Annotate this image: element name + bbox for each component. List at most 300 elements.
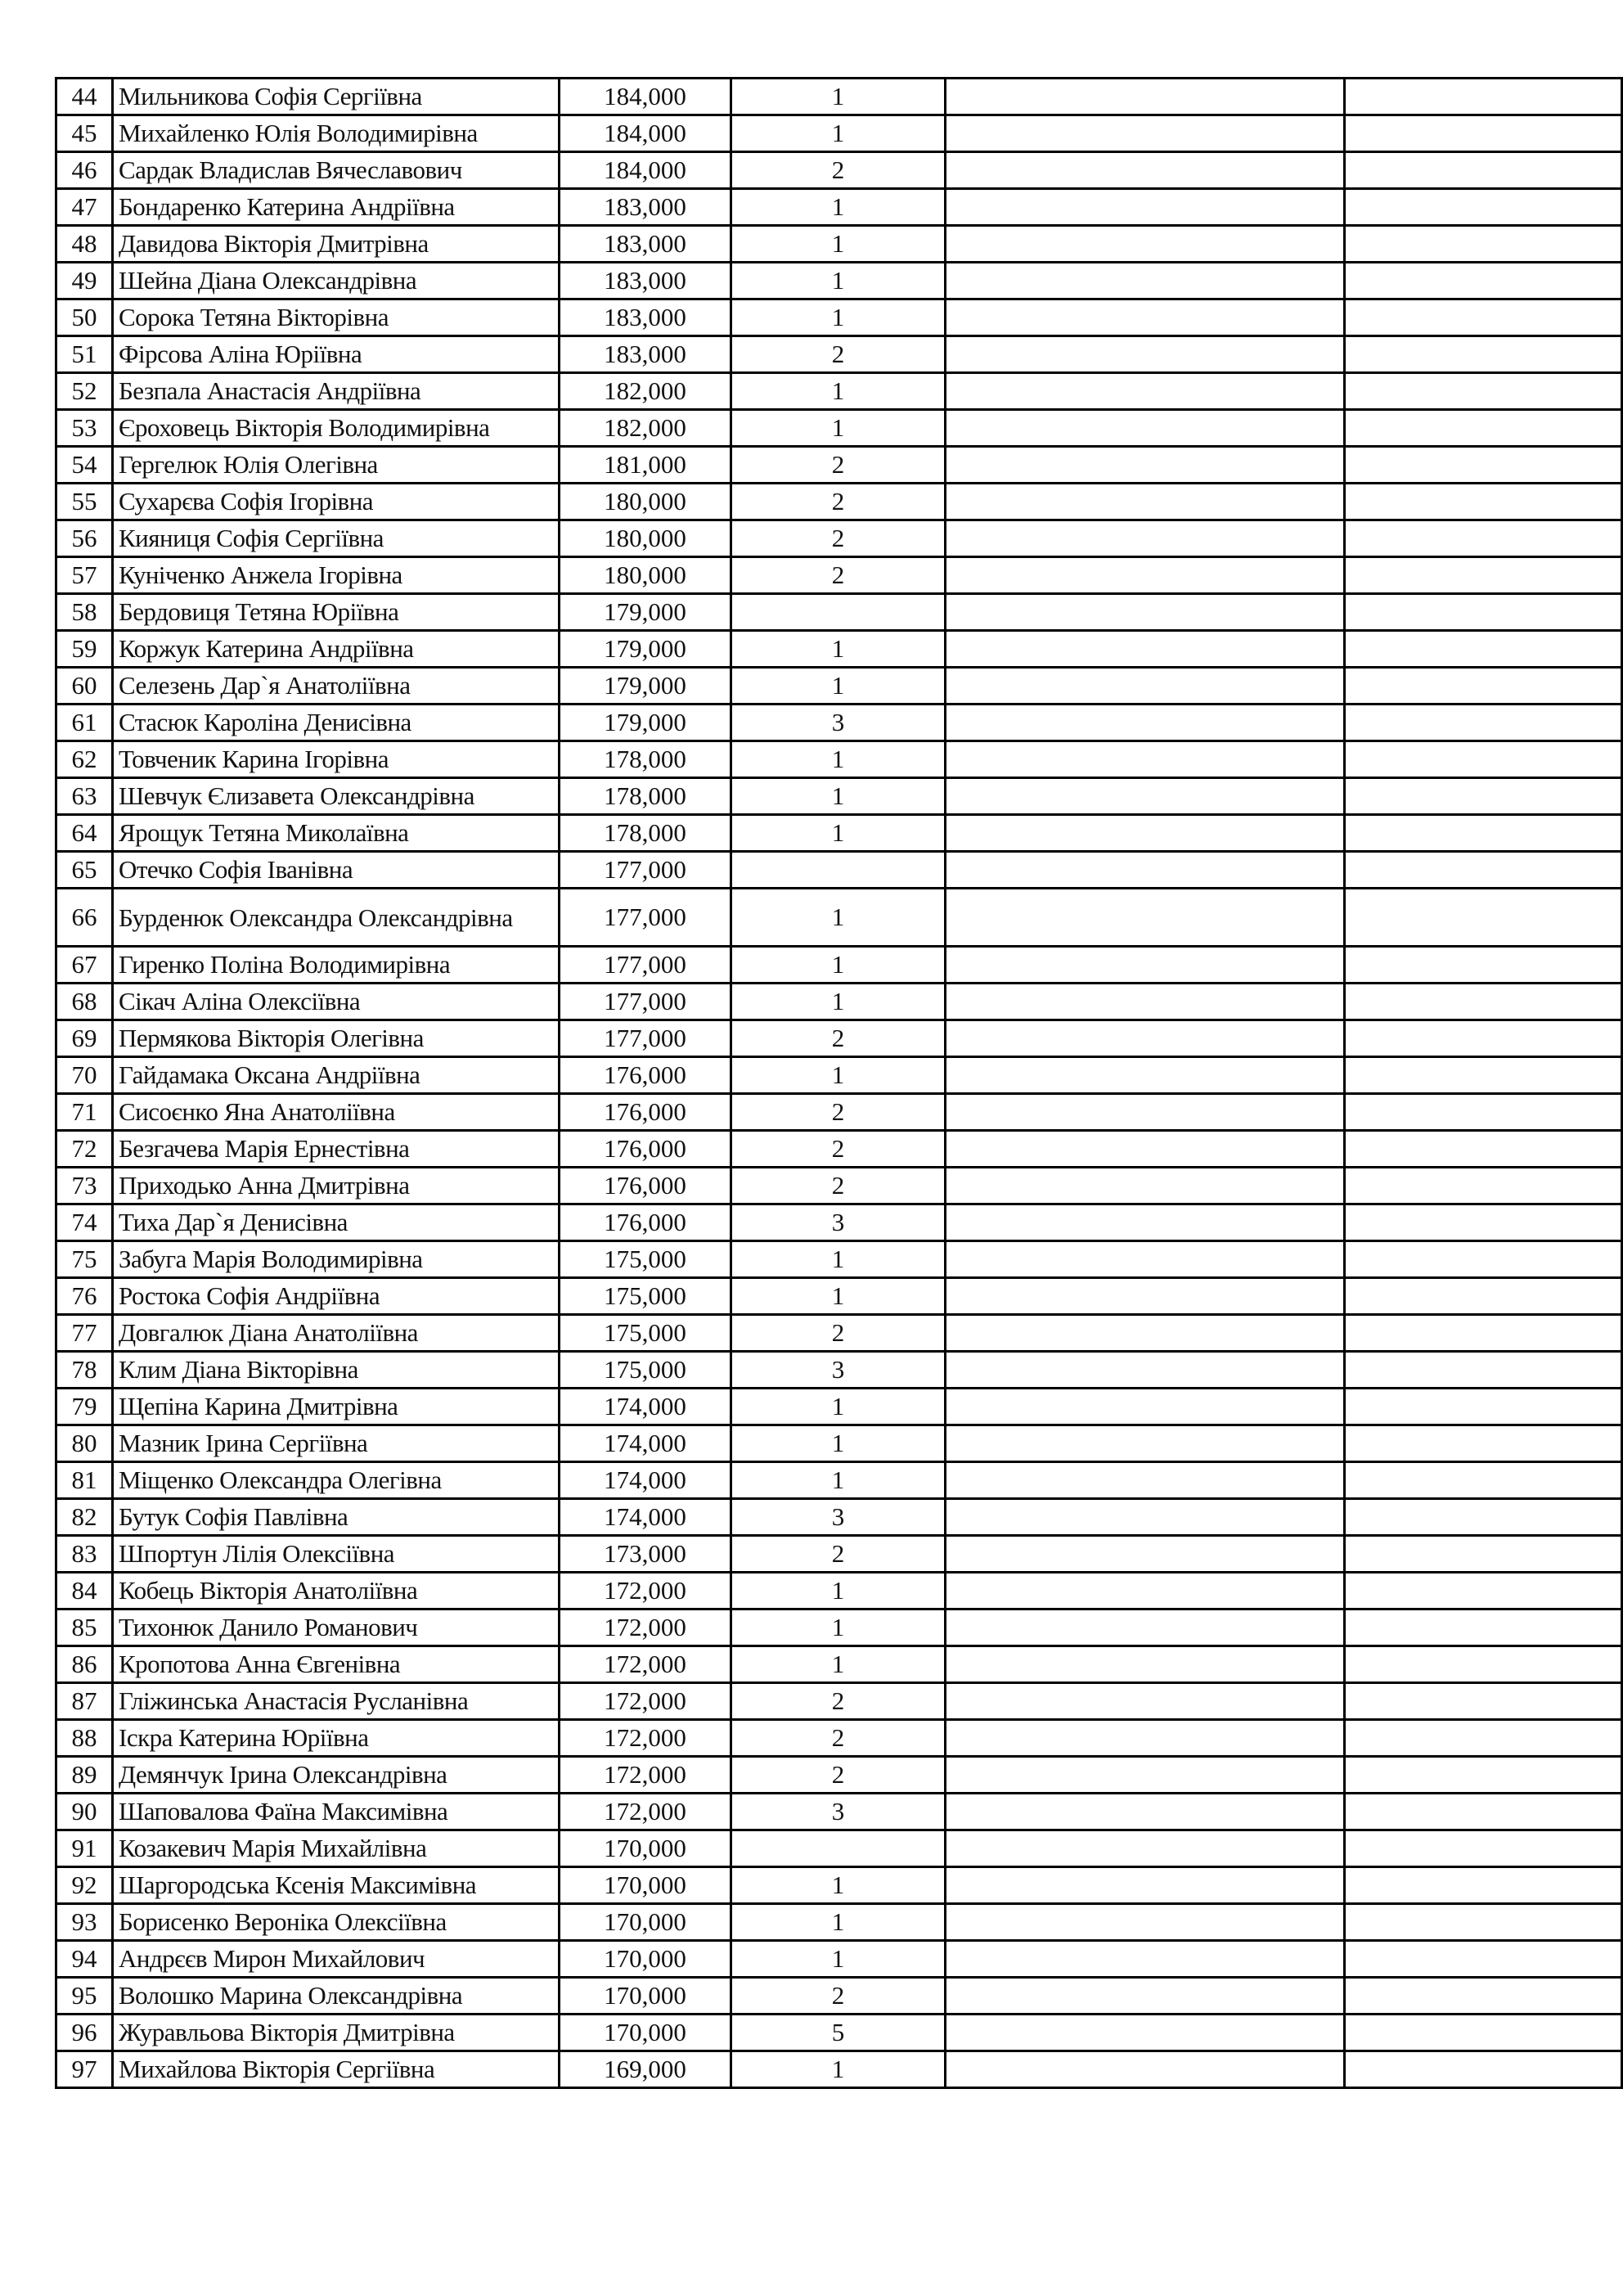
blank-cell-5 bbox=[946, 115, 1345, 152]
full-name-cell: Тихонюк Данило Романович bbox=[113, 1609, 560, 1646]
row-number-cell: 69 bbox=[56, 1020, 113, 1057]
table-row bbox=[56, 1830, 1622, 1867]
full-name-cell: Ярощук Тетяна Миколаївна bbox=[113, 815, 560, 852]
blank-cell-5 bbox=[946, 815, 1345, 852]
priority-cell bbox=[731, 594, 946, 631]
row-number-cell: 61 bbox=[56, 705, 113, 741]
blank-cell-5 bbox=[946, 79, 1345, 115]
table-row bbox=[56, 115, 1622, 152]
table-row bbox=[56, 447, 1622, 484]
blank-cell-5 bbox=[946, 778, 1345, 815]
priority-cell: 2 bbox=[731, 336, 946, 373]
full-name-cell: Михайлова Вікторія Сергіївна bbox=[113, 2051, 560, 2088]
score-cell: 179,000 bbox=[560, 705, 731, 741]
blank-cell-6 bbox=[1345, 1941, 1622, 1978]
row-number-cell: 97 bbox=[56, 2051, 113, 2088]
table-row bbox=[56, 1462, 1622, 1499]
priority-cell: 1 bbox=[731, 984, 946, 1020]
score-cell: 177,000 bbox=[560, 889, 731, 947]
table-row bbox=[56, 1057, 1622, 1094]
blank-cell-5 bbox=[946, 1646, 1345, 1683]
full-name-cell: Мазник Ірина Сергіївна bbox=[113, 1425, 560, 1462]
blank-cell-5 bbox=[946, 1904, 1345, 1941]
row-number-cell: 53 bbox=[56, 410, 113, 447]
priority-cell: 1 bbox=[731, 947, 946, 984]
blank-cell-5 bbox=[946, 226, 1345, 263]
blank-cell-6 bbox=[1345, 1720, 1622, 1757]
table-row bbox=[56, 1020, 1622, 1057]
full-name-cell: Селезень Дар`я Анатоліївна bbox=[113, 668, 560, 705]
full-name-cell: Приходько Анна Дмитрівна bbox=[113, 1168, 560, 1204]
priority-cell: 2 bbox=[731, 557, 946, 594]
full-name-cell: Гиренко Поліна Володимирівна bbox=[113, 947, 560, 984]
full-name-cell: Кияниця Софія Сергіївна bbox=[113, 520, 560, 557]
priority-cell: 2 bbox=[731, 1683, 946, 1720]
priority-cell: 1 bbox=[731, 889, 946, 947]
score-cell: 180,000 bbox=[560, 557, 731, 594]
score-cell: 170,000 bbox=[560, 1904, 731, 1941]
blank-cell-6 bbox=[1345, 1020, 1622, 1057]
priority-cell: 2 bbox=[731, 1720, 946, 1757]
blank-cell-6 bbox=[1345, 520, 1622, 557]
full-name-cell: Давидова Вікторія Дмитрівна bbox=[113, 226, 560, 263]
row-number-cell: 92 bbox=[56, 1867, 113, 1904]
blank-cell-6 bbox=[1345, 1499, 1622, 1536]
blank-cell-5 bbox=[946, 1241, 1345, 1278]
score-cell: 174,000 bbox=[560, 1499, 731, 1536]
priority-cell: 2 bbox=[731, 484, 946, 520]
full-name-cell: Сисоєнко Яна Анатоліївна bbox=[113, 1094, 560, 1131]
score-cell: 183,000 bbox=[560, 336, 731, 373]
table-row bbox=[56, 1609, 1622, 1646]
blank-cell-5 bbox=[946, 299, 1345, 336]
row-number-cell: 70 bbox=[56, 1057, 113, 1094]
score-cell: 177,000 bbox=[560, 852, 731, 889]
table-row bbox=[56, 79, 1622, 115]
table-row bbox=[56, 557, 1622, 594]
blank-cell-5 bbox=[946, 1757, 1345, 1794]
table-row bbox=[56, 1720, 1622, 1757]
score-cell: 177,000 bbox=[560, 1020, 731, 1057]
blank-cell-6 bbox=[1345, 1757, 1622, 1794]
full-name-cell: Сорока Тетяна Вікторівна bbox=[113, 299, 560, 336]
score-cell: 170,000 bbox=[560, 1867, 731, 1904]
blank-cell-6 bbox=[1345, 189, 1622, 226]
table-row bbox=[56, 1094, 1622, 1131]
row-number-cell: 80 bbox=[56, 1425, 113, 1462]
priority-cell: 1 bbox=[731, 815, 946, 852]
blank-cell-6 bbox=[1345, 79, 1622, 115]
row-number-cell: 81 bbox=[56, 1462, 113, 1499]
priority-cell: 1 bbox=[731, 631, 946, 668]
table-row bbox=[56, 299, 1622, 336]
full-name-cell: Отечко Софія Іванівна bbox=[113, 852, 560, 889]
blank-cell-5 bbox=[946, 1131, 1345, 1168]
blank-cell-5 bbox=[946, 1499, 1345, 1536]
score-cell: 179,000 bbox=[560, 631, 731, 668]
full-name-cell: Стасюк Кароліна Денисівна bbox=[113, 705, 560, 741]
score-cell: 175,000 bbox=[560, 1352, 731, 1389]
blank-cell-6 bbox=[1345, 1867, 1622, 1904]
row-number-cell: 83 bbox=[56, 1536, 113, 1573]
blank-cell-6 bbox=[1345, 557, 1622, 594]
full-name-cell: Бондаренко Катерина Андріївна bbox=[113, 189, 560, 226]
row-number-cell: 67 bbox=[56, 947, 113, 984]
blank-cell-5 bbox=[946, 705, 1345, 741]
priority-cell: 1 bbox=[731, 1057, 946, 1094]
ranking-table bbox=[55, 77, 1623, 2089]
full-name-cell: Щепіна Карина Дмитрівна bbox=[113, 1389, 560, 1425]
row-number-cell: 44 bbox=[56, 79, 113, 115]
table-row bbox=[56, 631, 1622, 668]
row-number-cell: 45 bbox=[56, 115, 113, 152]
full-name-cell: Єроховець Вікторія Володимирівна bbox=[113, 410, 560, 447]
blank-cell-5 bbox=[946, 410, 1345, 447]
blank-cell-6 bbox=[1345, 1352, 1622, 1389]
score-cell: 178,000 bbox=[560, 815, 731, 852]
row-number-cell: 68 bbox=[56, 984, 113, 1020]
priority-cell: 3 bbox=[731, 1204, 946, 1241]
blank-cell-6 bbox=[1345, 778, 1622, 815]
blank-cell-5 bbox=[946, 1057, 1345, 1094]
priority-cell: 1 bbox=[731, 1867, 946, 1904]
blank-cell-5 bbox=[946, 741, 1345, 778]
score-cell: 172,000 bbox=[560, 1646, 731, 1683]
blank-cell-6 bbox=[1345, 1057, 1622, 1094]
blank-cell-6 bbox=[1345, 115, 1622, 152]
full-name-cell: Гергелюк Юлія Олегівна bbox=[113, 447, 560, 484]
row-number-cell: 96 bbox=[56, 2015, 113, 2051]
full-name-cell: Мильникова Софія Сергіївна bbox=[113, 79, 560, 115]
blank-cell-5 bbox=[946, 2015, 1345, 2051]
priority-cell: 1 bbox=[731, 2051, 946, 2088]
full-name-cell: Міщенко Олександра Олегівна bbox=[113, 1462, 560, 1499]
score-cell: 176,000 bbox=[560, 1204, 731, 1241]
table-row bbox=[56, 705, 1622, 741]
blank-cell-5 bbox=[946, 1941, 1345, 1978]
blank-cell-5 bbox=[946, 1020, 1345, 1057]
blank-cell-5 bbox=[946, 1462, 1345, 1499]
full-name-cell: Сухарєва Софія Ігорівна bbox=[113, 484, 560, 520]
row-number-cell: 76 bbox=[56, 1278, 113, 1315]
table-row bbox=[56, 520, 1622, 557]
row-number-cell: 90 bbox=[56, 1794, 113, 1830]
full-name-cell: Бурденюк Олександра Олександрівна bbox=[113, 889, 560, 947]
blank-cell-5 bbox=[946, 889, 1345, 947]
row-number-cell: 93 bbox=[56, 1904, 113, 1941]
blank-cell-5 bbox=[946, 1315, 1345, 1352]
row-number-cell: 75 bbox=[56, 1241, 113, 1278]
score-cell: 175,000 bbox=[560, 1315, 731, 1352]
priority-cell: 1 bbox=[731, 1609, 946, 1646]
full-name-cell: Шаповалова Фаїна Максимівна bbox=[113, 1794, 560, 1830]
score-cell: 184,000 bbox=[560, 115, 731, 152]
row-number-cell: 71 bbox=[56, 1094, 113, 1131]
table-row bbox=[56, 373, 1622, 410]
row-number-cell: 63 bbox=[56, 778, 113, 815]
blank-cell-6 bbox=[1345, 1609, 1622, 1646]
priority-cell: 1 bbox=[731, 1425, 946, 1462]
priority-cell: 2 bbox=[731, 1978, 946, 2015]
row-number-cell: 84 bbox=[56, 1573, 113, 1609]
row-number-cell: 88 bbox=[56, 1720, 113, 1757]
priority-cell: 2 bbox=[731, 1757, 946, 1794]
blank-cell-5 bbox=[946, 947, 1345, 984]
full-name-cell: Куніченко Анжела Ігорівна bbox=[113, 557, 560, 594]
score-cell: 178,000 bbox=[560, 741, 731, 778]
blank-cell-5 bbox=[946, 1094, 1345, 1131]
table-row bbox=[56, 1425, 1622, 1462]
priority-cell: 1 bbox=[731, 226, 946, 263]
blank-cell-6 bbox=[1345, 741, 1622, 778]
priority-cell: 1 bbox=[731, 79, 946, 115]
full-name-cell: Шейна Діана Олександрівна bbox=[113, 263, 560, 299]
row-number-cell: 87 bbox=[56, 1683, 113, 1720]
table-row bbox=[56, 1499, 1622, 1536]
table-row bbox=[56, 1573, 1622, 1609]
row-number-cell: 78 bbox=[56, 1352, 113, 1389]
row-number-cell: 77 bbox=[56, 1315, 113, 1352]
priority-cell: 1 bbox=[731, 741, 946, 778]
priority-cell: 1 bbox=[731, 1278, 946, 1315]
table-row bbox=[56, 1757, 1622, 1794]
score-cell: 182,000 bbox=[560, 410, 731, 447]
blank-cell-5 bbox=[946, 984, 1345, 1020]
score-cell: 179,000 bbox=[560, 668, 731, 705]
blank-cell-5 bbox=[946, 1204, 1345, 1241]
score-cell: 177,000 bbox=[560, 947, 731, 984]
table-row bbox=[56, 410, 1622, 447]
blank-cell-6 bbox=[1345, 1830, 1622, 1867]
blank-cell-6 bbox=[1345, 336, 1622, 373]
table-row bbox=[56, 741, 1622, 778]
score-cell: 170,000 bbox=[560, 1941, 731, 1978]
full-name-cell: Безпала Анастасія Андріївна bbox=[113, 373, 560, 410]
blank-cell-6 bbox=[1345, 1278, 1622, 1315]
table-row bbox=[56, 1904, 1622, 1941]
blank-cell-6 bbox=[1345, 1315, 1622, 1352]
table-row bbox=[56, 484, 1622, 520]
priority-cell: 1 bbox=[731, 373, 946, 410]
score-cell: 183,000 bbox=[560, 299, 731, 336]
priority-cell: 1 bbox=[731, 1941, 946, 1978]
priority-cell: 1 bbox=[731, 1389, 946, 1425]
table-row bbox=[56, 189, 1622, 226]
blank-cell-6 bbox=[1345, 1904, 1622, 1941]
blank-cell-6 bbox=[1345, 1573, 1622, 1609]
row-number-cell: 60 bbox=[56, 668, 113, 705]
blank-cell-5 bbox=[946, 1720, 1345, 1757]
blank-cell-6 bbox=[1345, 1094, 1622, 1131]
score-cell: 169,000 bbox=[560, 2051, 731, 2088]
row-number-cell: 49 bbox=[56, 263, 113, 299]
blank-cell-6 bbox=[1345, 631, 1622, 668]
priority-cell: 3 bbox=[731, 705, 946, 741]
full-name-cell: Шевчук Єлизавета Олександрівна bbox=[113, 778, 560, 815]
row-number-cell: 79 bbox=[56, 1389, 113, 1425]
full-name-cell: Товченик Карина Ігорівна bbox=[113, 741, 560, 778]
table-row bbox=[56, 2051, 1622, 2088]
table-row bbox=[56, 1794, 1622, 1830]
row-number-cell: 52 bbox=[56, 373, 113, 410]
blank-cell-5 bbox=[946, 447, 1345, 484]
blank-cell-6 bbox=[1345, 1168, 1622, 1204]
blank-cell-5 bbox=[946, 1278, 1345, 1315]
priority-cell: 1 bbox=[731, 299, 946, 336]
blank-cell-6 bbox=[1345, 2015, 1622, 2051]
row-number-cell: 85 bbox=[56, 1609, 113, 1646]
row-number-cell: 91 bbox=[56, 1830, 113, 1867]
full-name-cell: Михайленко Юлія Володимирівна bbox=[113, 115, 560, 152]
table-row bbox=[56, 984, 1622, 1020]
blank-cell-6 bbox=[1345, 1241, 1622, 1278]
priority-cell: 1 bbox=[731, 1462, 946, 1499]
priority-cell: 1 bbox=[731, 1241, 946, 1278]
score-cell: 174,000 bbox=[560, 1425, 731, 1462]
priority-cell: 3 bbox=[731, 1352, 946, 1389]
blank-cell-6 bbox=[1345, 889, 1622, 947]
full-name-cell: Бутук Софія Павлівна bbox=[113, 1499, 560, 1536]
row-number-cell: 48 bbox=[56, 226, 113, 263]
table-row bbox=[56, 263, 1622, 299]
table-row bbox=[56, 1646, 1622, 1683]
blank-cell-5 bbox=[946, 1352, 1345, 1389]
row-number-cell: 64 bbox=[56, 815, 113, 852]
score-cell: 182,000 bbox=[560, 373, 731, 410]
blank-cell-5 bbox=[946, 189, 1345, 226]
blank-cell-6 bbox=[1345, 984, 1622, 1020]
blank-cell-6 bbox=[1345, 299, 1622, 336]
full-name-cell: Клим Діана Вікторівна bbox=[113, 1352, 560, 1389]
score-cell: 174,000 bbox=[560, 1389, 731, 1425]
blank-cell-6 bbox=[1345, 1462, 1622, 1499]
blank-cell-6 bbox=[1345, 1794, 1622, 1830]
table-row bbox=[56, 947, 1622, 984]
score-cell: 174,000 bbox=[560, 1462, 731, 1499]
table-row bbox=[56, 889, 1622, 947]
blank-cell-6 bbox=[1345, 947, 1622, 984]
blank-cell-5 bbox=[946, 520, 1345, 557]
row-number-cell: 72 bbox=[56, 1131, 113, 1168]
priority-cell: 2 bbox=[731, 1536, 946, 1573]
priority-cell: 2 bbox=[731, 1315, 946, 1352]
priority-cell: 3 bbox=[731, 1499, 946, 1536]
row-number-cell: 94 bbox=[56, 1941, 113, 1978]
full-name-cell: Забуга Марія Володимирівна bbox=[113, 1241, 560, 1278]
table-row bbox=[56, 1867, 1622, 1904]
priority-cell: 1 bbox=[731, 115, 946, 152]
row-number-cell: 51 bbox=[56, 336, 113, 373]
priority-cell: 2 bbox=[731, 1094, 946, 1131]
table-row bbox=[56, 1168, 1622, 1204]
priority-cell: 2 bbox=[731, 447, 946, 484]
full-name-cell: Сікач Аліна Олексіївна bbox=[113, 984, 560, 1020]
priority-cell: 1 bbox=[731, 668, 946, 705]
score-cell: 176,000 bbox=[560, 1094, 731, 1131]
score-cell: 172,000 bbox=[560, 1683, 731, 1720]
priority-cell: 1 bbox=[731, 410, 946, 447]
table-row bbox=[56, 2015, 1622, 2051]
priority-cell: 1 bbox=[731, 778, 946, 815]
ranking-table-body bbox=[56, 79, 1622, 2088]
score-cell: 183,000 bbox=[560, 263, 731, 299]
priority-cell bbox=[731, 1830, 946, 1867]
table-row bbox=[56, 1278, 1622, 1315]
table-row bbox=[56, 594, 1622, 631]
blank-cell-5 bbox=[946, 1978, 1345, 2015]
blank-cell-6 bbox=[1345, 373, 1622, 410]
full-name-cell: Шпортун Лілія Олексіївна bbox=[113, 1536, 560, 1573]
blank-cell-5 bbox=[946, 852, 1345, 889]
blank-cell-5 bbox=[946, 1830, 1345, 1867]
blank-cell-6 bbox=[1345, 1683, 1622, 1720]
score-cell: 183,000 bbox=[560, 189, 731, 226]
score-cell: 184,000 bbox=[560, 79, 731, 115]
blank-cell-5 bbox=[946, 1168, 1345, 1204]
priority-cell: 2 bbox=[731, 152, 946, 189]
blank-cell-6 bbox=[1345, 1646, 1622, 1683]
full-name-cell: Козакевич Марія Михайлівна bbox=[113, 1830, 560, 1867]
table-row bbox=[56, 852, 1622, 889]
score-cell: 180,000 bbox=[560, 484, 731, 520]
priority-cell: 2 bbox=[731, 520, 946, 557]
score-cell: 170,000 bbox=[560, 1978, 731, 2015]
row-number-cell: 56 bbox=[56, 520, 113, 557]
blank-cell-5 bbox=[946, 373, 1345, 410]
row-number-cell: 66 bbox=[56, 889, 113, 947]
blank-cell-5 bbox=[946, 484, 1345, 520]
row-number-cell: 55 bbox=[56, 484, 113, 520]
table-row bbox=[56, 1241, 1622, 1278]
row-number-cell: 86 bbox=[56, 1646, 113, 1683]
priority-cell: 1 bbox=[731, 263, 946, 299]
blank-cell-5 bbox=[946, 631, 1345, 668]
blank-cell-5 bbox=[946, 1389, 1345, 1425]
blank-cell-6 bbox=[1345, 1389, 1622, 1425]
table-row bbox=[56, 1683, 1622, 1720]
row-number-cell: 65 bbox=[56, 852, 113, 889]
blank-cell-5 bbox=[946, 1683, 1345, 1720]
table-row bbox=[56, 1536, 1622, 1573]
score-cell: 175,000 bbox=[560, 1278, 731, 1315]
row-number-cell: 50 bbox=[56, 299, 113, 336]
blank-cell-5 bbox=[946, 1425, 1345, 1462]
blank-cell-5 bbox=[946, 1536, 1345, 1573]
full-name-cell: Бердовиця Тетяна Юріївна bbox=[113, 594, 560, 631]
table-row bbox=[56, 1978, 1622, 2015]
row-number-cell: 59 bbox=[56, 631, 113, 668]
score-cell: 172,000 bbox=[560, 1794, 731, 1830]
table-row bbox=[56, 336, 1622, 373]
blank-cell-5 bbox=[946, 668, 1345, 705]
full-name-cell: Борисенко Вероніка Олексіївна bbox=[113, 1904, 560, 1941]
blank-cell-6 bbox=[1345, 1204, 1622, 1241]
score-cell: 176,000 bbox=[560, 1168, 731, 1204]
score-cell: 175,000 bbox=[560, 1241, 731, 1278]
score-cell: 173,000 bbox=[560, 1536, 731, 1573]
row-number-cell: 95 bbox=[56, 1978, 113, 2015]
priority-cell: 2 bbox=[731, 1020, 946, 1057]
blank-cell-6 bbox=[1345, 815, 1622, 852]
full-name-cell: Ростока Софія Андріївна bbox=[113, 1278, 560, 1315]
priority-cell: 2 bbox=[731, 1168, 946, 1204]
score-cell: 184,000 bbox=[560, 152, 731, 189]
full-name-cell: Журавльова Вікторія Дмитрівна bbox=[113, 2015, 560, 2051]
blank-cell-5 bbox=[946, 336, 1345, 373]
score-cell: 176,000 bbox=[560, 1131, 731, 1168]
row-number-cell: 54 bbox=[56, 447, 113, 484]
blank-cell-5 bbox=[946, 1573, 1345, 1609]
